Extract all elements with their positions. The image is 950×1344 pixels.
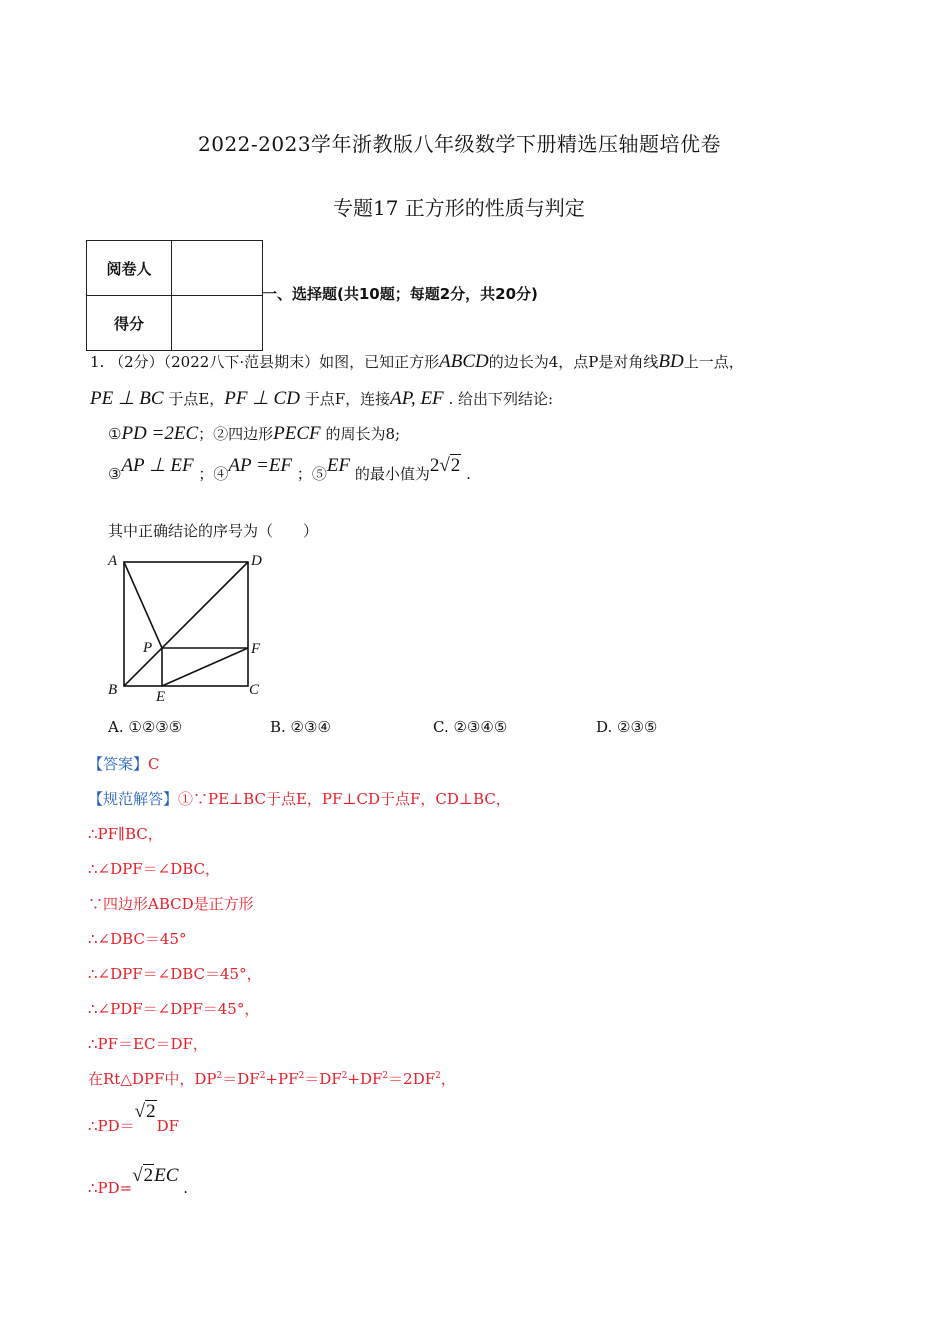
- option-d[interactable]: D. ②③⑤: [596, 718, 658, 736]
- conclusions-line-2: [108, 455, 471, 485]
- solution-line-8: ∴PF＝EC＝DF，: [88, 1035, 208, 1053]
- point-label-b: B: [108, 682, 118, 698]
- solution-line-2: ∴PF∥BC，: [88, 825, 163, 843]
- grader-label: 阅卷人: [87, 241, 172, 296]
- sqrt-two: √2: [134, 1101, 156, 1122]
- conclusion-mark: ③: [108, 465, 122, 483]
- option-a[interactable]: A. ①②③⑤: [108, 718, 183, 736]
- question-line-2: [90, 387, 553, 410]
- solution-text: ①∵PE⊥BC于点E，PF⊥CD于点F，CD⊥BC，: [178, 790, 511, 808]
- question-text: 如图，已知正方形: [319, 353, 440, 371]
- point-label-a: A: [108, 553, 118, 569]
- math-bd: BD: [658, 351, 684, 372]
- grader-table: [86, 240, 263, 351]
- document-title: 2022-2023学年浙教版八年级数学下册精选压轴题培优卷: [198, 132, 722, 156]
- math-abcd: ABCD: [439, 351, 489, 372]
- sqrt-expression: 2√2: [429, 455, 461, 476]
- solution-line-10: ∴PD＝√2DF: [88, 1101, 180, 1135]
- question-source: （2022八下·范县期末）: [163, 353, 320, 371]
- question-number: 1.: [90, 353, 105, 371]
- math-ap: AP,: [390, 388, 416, 409]
- answer-line: [88, 753, 160, 774]
- question-text: 的边长为4，点P是对角线: [488, 353, 659, 371]
- point-label-c: C: [249, 682, 260, 698]
- question-text: 上一点，: [683, 353, 744, 371]
- solution-tag: 【规范解答】: [88, 790, 179, 808]
- option-b[interactable]: B. ②③④: [270, 718, 331, 736]
- grader-field: [172, 241, 263, 296]
- math-conclusion-1: PD =2EC: [121, 423, 199, 444]
- conclusion-text: ；②四边形: [198, 425, 274, 443]
- conclusion-text: 的周长为8;: [325, 425, 401, 443]
- score-field: [172, 296, 263, 351]
- point-label-f: F: [251, 641, 261, 657]
- solution-line-3: ∴∠DPF＝∠DBC，: [88, 860, 221, 878]
- option-c[interactable]: C. ②③④⑤: [433, 718, 508, 736]
- point-label-e: E: [156, 689, 166, 705]
- conclusion-end: .: [466, 465, 471, 483]
- solution-line-6: ∴∠DPF＝∠DBC＝45°，: [88, 965, 262, 983]
- point-label-d: D: [251, 553, 262, 569]
- question-score: （2分）: [109, 353, 164, 371]
- solution-line-5: ∴∠DBC＝45°: [88, 930, 187, 948]
- conclusion-text: ；④: [198, 465, 229, 483]
- solution-line-9: 在Rt△DPF中，$DP^2=DF^2+PF^2=DF^2+DF^2=2DF^2$，: [88, 1070, 456, 1088]
- math-ef: EF: [420, 388, 444, 409]
- point-label-p: P: [143, 640, 153, 656]
- solution-line-4: ∵四边形ABCD是正方形: [88, 895, 254, 913]
- conclusion-mark: ①: [108, 425, 122, 443]
- square-figure: [100, 548, 270, 708]
- math-conclusion-2: PECF: [273, 423, 321, 444]
- conclusion-text: 的最小值为: [354, 465, 430, 483]
- solution-line-1: [88, 788, 511, 809]
- math-pf-cd: PF ⊥ CD: [224, 388, 300, 409]
- solution-line-11: ∴PD=√2EC .: [88, 1165, 189, 1197]
- math-conclusion-5: EF: [326, 455, 351, 476]
- score-label: 得分: [87, 296, 172, 351]
- answer-tag: 【答案】: [88, 755, 149, 773]
- math-pe-bc: PE ⊥ BC: [90, 388, 164, 409]
- question-text: 于点E，: [168, 390, 225, 408]
- question-text: 于点F，连接: [304, 390, 391, 408]
- answer-value: C: [148, 755, 160, 773]
- math-conclusion-4: AP =EF: [228, 455, 293, 476]
- question-prompt: 其中正确结论的序号为（ ）: [108, 522, 319, 540]
- question-text: . 给出下列结论:: [448, 390, 554, 408]
- section-heading: 一、选择题(共10题；每题2分，共20分): [262, 285, 538, 303]
- sqrt-two-ec: √2EC: [132, 1165, 179, 1186]
- document-subtitle: 专题17 正方形的性质与判定: [333, 196, 585, 220]
- question-line-1: [90, 351, 744, 373]
- solution-line-7: ∴∠PDF＝∠DPF＝45°，: [88, 1000, 260, 1018]
- math-conclusion-3: AP ⊥ EF: [121, 455, 194, 476]
- conclusions-line-1: [108, 423, 400, 445]
- conclusion-text: ；⑤: [296, 465, 327, 483]
